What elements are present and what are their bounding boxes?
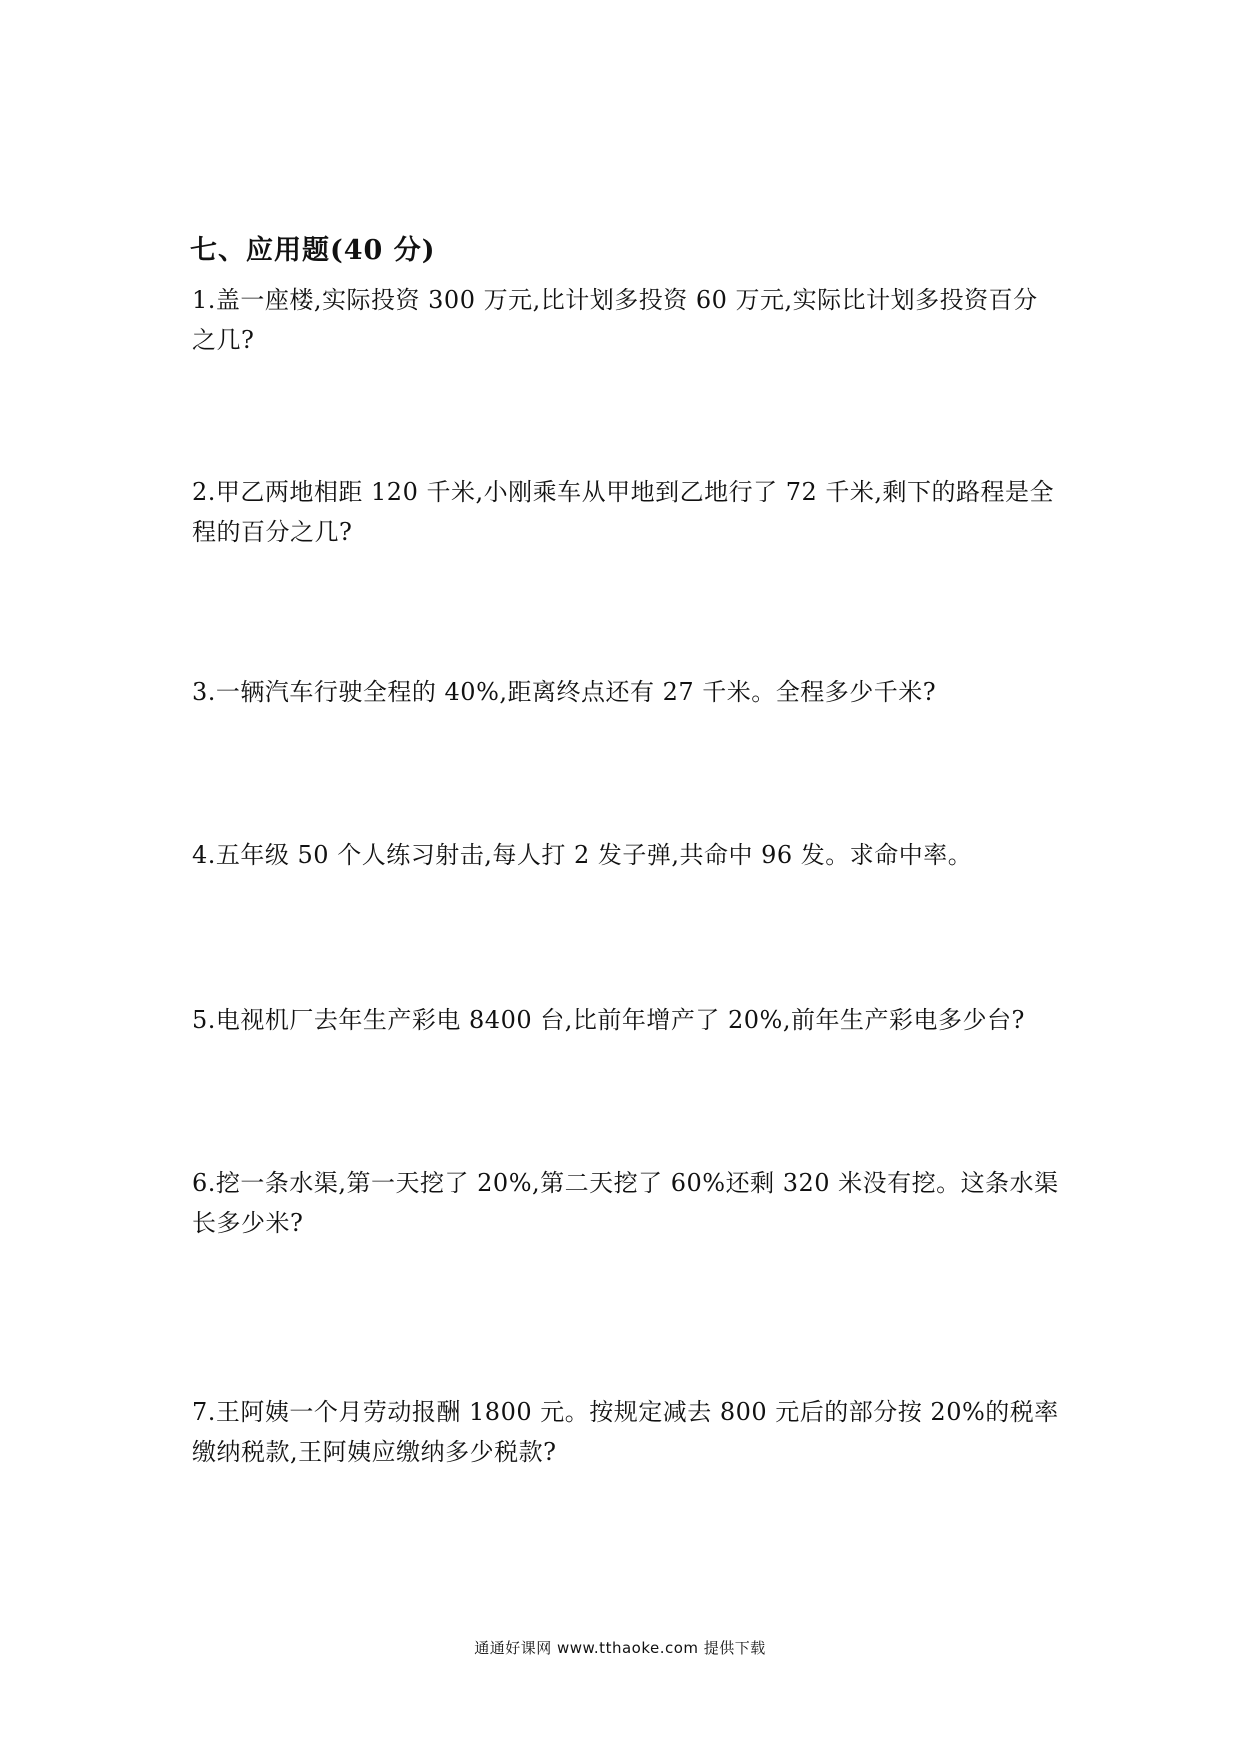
question-5: 5.电视机厂去年生产彩电 8400 台,比前年增产了 20%,前年生产彩电多少台? — [192, 1006, 1025, 1034]
question-6: 6.挖一条水渠,第一天挖了 20%,第二天挖了 60%还剩 320 米没有挖。这条水渠长多少米? — [192, 1169, 1059, 1237]
question-4: 4.五年级 50 个人练习射击,每人打 2 发子弹,共命中 96 发。求命中率。 — [192, 841, 973, 869]
section-title: 七、应用题(40 分) — [190, 235, 436, 266]
question-3: 3.一辆汽车行驶全程的 40%,距离终点还有 27 千米。全程多少千米? — [192, 678, 937, 706]
question-7: 7.王阿姨一个月劳动报酬 1800 元。按规定减去 800 元后的部分按 20%的税率缴纳税款,王阿姨应缴纳多少税款? — [192, 1398, 1059, 1466]
page-footer: 通通好课网 www.tthaoke.com 提供下载 — [474, 1639, 766, 1657]
question-2: 2.甲乙两地相距 120 千米,小刚乘车从甲地到乙地行了 72 千米,剩下的路程是全程的百分之几? — [192, 478, 1055, 546]
question-1: 1.盖一座楼,实际投资 300 万元,比计划多投资 60 万元,实际比计划多投资百分之几? — [192, 286, 1038, 354]
